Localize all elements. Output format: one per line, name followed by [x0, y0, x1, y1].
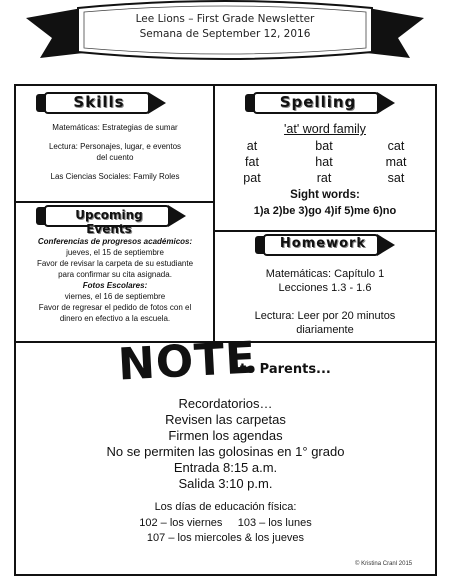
- skills-header: [36, 92, 166, 114]
- homework-text: [216, 267, 434, 337]
- homework-math: Matemáticas: Capítulo 1: [265, 268, 385, 280]
- pe-schedule: 107 – los miercoles & los jueves: [146, 532, 305, 544]
- divider-right: [214, 230, 435, 232]
- word: at: [246, 139, 258, 153]
- event-line: jueves, el 15 de septiembre: [66, 248, 164, 257]
- event-line: Favor de revisar la carpeta de su estudiante: [36, 259, 194, 268]
- event-line: para confirmar su cita asignada.: [58, 270, 172, 279]
- divider-vertical: [213, 86, 215, 343]
- event-photos: Fotos Escolares:: [82, 281, 148, 290]
- events-header: [36, 205, 186, 236]
- word-family-title: 'at' word family: [284, 122, 366, 136]
- skill-social: Las Ciencias Sociales: Family Roles: [50, 172, 180, 181]
- homework-title: Homework: [279, 236, 367, 251]
- homework-header: [255, 234, 395, 256]
- reminder: Firmen los agendas: [168, 428, 283, 443]
- note-subtitle: to Parents...: [240, 362, 331, 377]
- word-row: [216, 171, 434, 185]
- newsletter-title: Lee Lions – First Grade Newsletter: [135, 13, 315, 25]
- word: bat: [315, 139, 333, 153]
- homework-reading: Lectura: Leer por 20 minutos: [254, 310, 396, 322]
- word: hat: [315, 155, 333, 169]
- events-title: Upcoming Events: [75, 208, 143, 236]
- word-row: [216, 139, 434, 153]
- banner-title: [90, 12, 360, 42]
- word: mat: [385, 155, 407, 169]
- event-line: viernes, el 16 de septiembre: [64, 292, 166, 301]
- homework-daily: diariamente: [296, 324, 354, 336]
- homework-lessons: Lecciones 1.3 - 1.6: [278, 282, 372, 294]
- event-line: dinero en efectivo a la escuela.: [59, 314, 171, 323]
- word: pat: [243, 171, 261, 185]
- copyright: © Kristina Cranl 2015: [355, 561, 413, 567]
- reminder: No se permiten las golosinas en 1° grado: [106, 444, 345, 459]
- skill-reading-2: del cuento: [96, 153, 134, 162]
- pe-title: Los días de educación física:: [154, 501, 297, 513]
- sight-words-label: Sight words:: [290, 189, 360, 201]
- note-title: NOTE: [116, 332, 258, 391]
- word: cat: [387, 139, 405, 153]
- reminder: Recordatorios…: [178, 396, 273, 411]
- word: sat: [387, 171, 405, 185]
- spelling-title: Spelling: [279, 93, 357, 111]
- pe-schedule: 102 – los viernes 103 – los lunes: [139, 517, 312, 529]
- spelling-header: [245, 92, 395, 114]
- event-conferences: Conferencias de progresos académicos:: [37, 237, 193, 246]
- reminder: Entrada 8:15 a.m.: [173, 460, 278, 475]
- word: fat: [245, 155, 259, 169]
- skills-list: [18, 122, 212, 182]
- word-row: [216, 155, 434, 169]
- events-text: [18, 236, 212, 324]
- sight-words: 1)a 2)be 3)go 4)if 5)me 6)no: [253, 205, 397, 217]
- reminder: Salida 3:10 p.m.: [178, 476, 273, 491]
- newsletter-date: Semana de September 12, 2016: [139, 28, 311, 40]
- skill-math: Matemáticas: Estrategias de sumar: [52, 123, 178, 132]
- divider-left: [16, 201, 214, 203]
- skills-title: Skills: [73, 93, 125, 111]
- word: rat: [316, 171, 332, 185]
- reminder: Revisen las carpetas: [165, 412, 286, 427]
- skill-reading: Lectura: Personajes, lugar, e eventos: [48, 142, 182, 151]
- event-line: Favor de regresar el pedido de fotos con el: [38, 303, 192, 312]
